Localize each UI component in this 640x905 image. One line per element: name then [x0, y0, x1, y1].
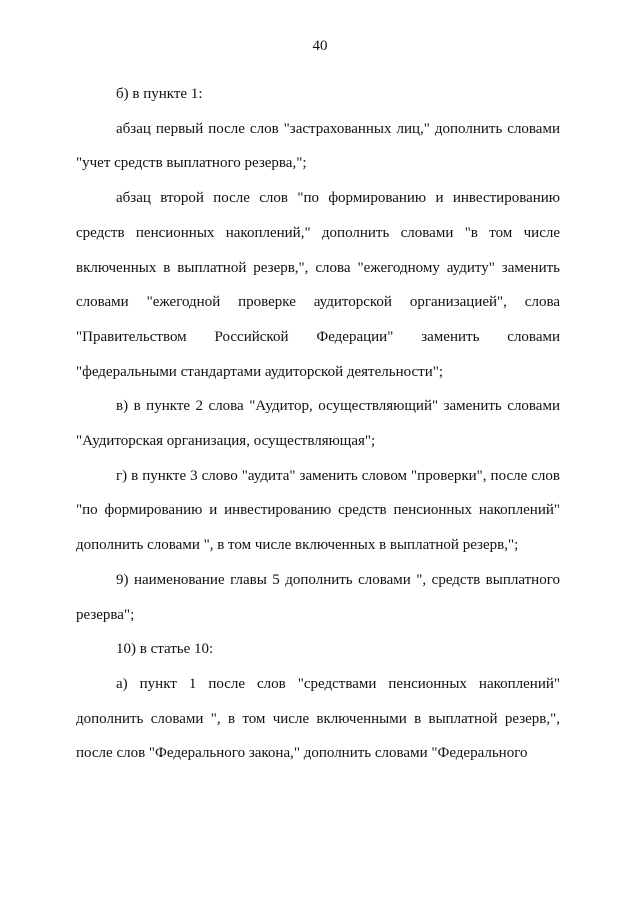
document-body [76, 77, 560, 771]
paragraph-item-v: в) в пункте 2 слова "Аудитор, осуществляющий" заменить словами "Аудиторская организация, осуществляющая"; [76, 398, 560, 450]
paragraph-item-9: 9) наименование главы 5 дополнить словами ", средств выплатного резерва"; [76, 571, 560, 623]
paragraph-item-g: г) в пункте 3 слово "аудита" заменить словом "проверки", после слов "по формированию и инвестированию средств пенсионных накоплений" дополнить словами ", в том числе включенных в выплатной резерв,"; [76, 467, 560, 554]
paragraph-second-abzac: абзац второй после слов "по формированию и инвестированию средств пенсионных накоплений," дополнить словами "в том числе включенных в выплатной резерв,", слова "ежегодному аудиту" заменить словами "ежегодной проверке аудиторской организацией", слова "Правительством Российской Федерации" заменить словами "федеральными стандартами аудиторской деятельности"; [76, 190, 560, 380]
page-number: 40 [312, 38, 328, 54]
paragraph-item-b: б) в пункте 1: [116, 86, 203, 102]
paragraph-first-abzac: абзац первый после слов "застрахованных лиц," дополнить словами "учет средств выплатного резерва,"; [76, 120, 560, 172]
paragraph-item-10: 10) в статье 10: [116, 641, 214, 658]
paragraph-item-a: а) пункт 1 после слов "средствами пенсионных накоплений" дополнить словами ", в том числе включенными в выплатной резерв,", после слов "Федерального закона," дополнить словами "Федерального [76, 675, 560, 762]
